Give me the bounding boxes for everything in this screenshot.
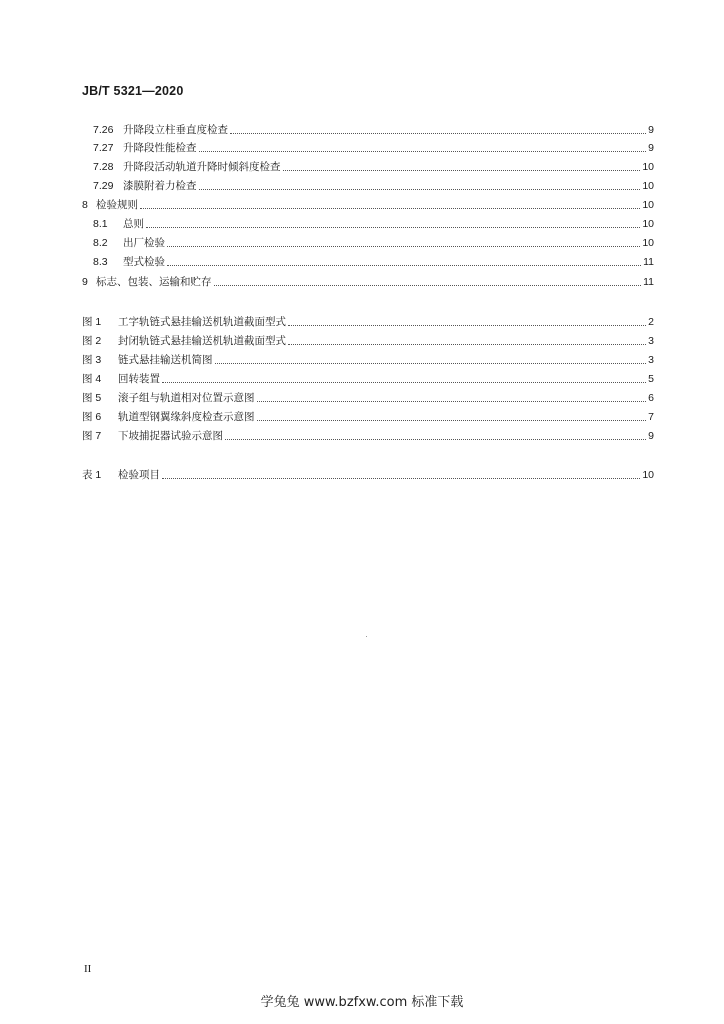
- toc-entry-title: 回转装置: [118, 373, 160, 385]
- toc-entry-page: 5: [648, 373, 654, 385]
- toc-entry-number: 图 6: [82, 411, 102, 423]
- toc-entry-number: 8: [82, 199, 88, 211]
- toc-entry-title: 封闭轨链式悬挂输送机轨道截面型式: [118, 335, 286, 347]
- toc-entry[interactable]: [93, 215, 654, 231]
- toc-entry[interactable]: [82, 466, 654, 482]
- toc-entry[interactable]: [93, 177, 654, 193]
- toc-entry-number: 图 1: [82, 316, 102, 328]
- toc-dot-leader: [225, 439, 646, 440]
- toc-entry-page: 10: [642, 161, 654, 173]
- toc-entry-number: 7.28: [93, 161, 114, 173]
- toc-dot-leader: [199, 189, 641, 190]
- toc-entry[interactable]: [82, 313, 654, 329]
- toc-entry[interactable]: [93, 139, 654, 155]
- toc-entry-page: 10: [642, 218, 654, 230]
- toc-entry[interactable]: [82, 196, 654, 212]
- toc-entry-page: 9: [648, 142, 654, 154]
- toc-entry-page: 9: [648, 124, 654, 136]
- toc-entry-number: 8.3: [93, 256, 108, 268]
- toc-entry[interactable]: [93, 253, 654, 269]
- toc-entry-title: 下坡捕捉器试验示意图: [118, 430, 223, 442]
- toc-dot-leader: [215, 363, 647, 364]
- toc-entry[interactable]: [82, 370, 654, 386]
- toc-entry-page: 10: [642, 469, 654, 481]
- toc-entry-page: 10: [642, 237, 654, 249]
- toc-entry[interactable]: [82, 332, 654, 348]
- toc-entry-title: 升降段活动轨道升降时倾斜度检查: [123, 161, 281, 173]
- toc-entry-number: 8.2: [93, 237, 108, 249]
- watermark-text: 学兔兔 www.bzfxw.com 标准下载: [260, 995, 464, 1010]
- toc-entry-page: 3: [648, 354, 654, 366]
- toc-dot-leader: [199, 151, 647, 152]
- toc-entry-number: 表 1: [82, 469, 102, 481]
- toc-dot-leader: [167, 246, 640, 247]
- toc-entry-number: 7.29: [93, 180, 114, 192]
- toc-dot-leader: [288, 325, 646, 326]
- toc-entry-title: 出厂检验: [123, 237, 165, 249]
- toc-entry[interactable]: [82, 351, 654, 367]
- toc-dot-leader: [288, 344, 646, 345]
- toc-entry-number: 图 5: [82, 392, 102, 404]
- toc-entry-number: 图 2: [82, 335, 102, 347]
- toc-entry-title: 链式悬挂输送机简图: [118, 354, 213, 366]
- toc-dot-leader: [283, 170, 641, 171]
- toc-entry-page: 11: [643, 276, 654, 288]
- toc-entry-title: 检验项目: [118, 469, 160, 481]
- toc-dot-leader: [214, 285, 642, 286]
- toc-dot-leader: [162, 382, 646, 383]
- toc-entry-page: 10: [642, 199, 654, 211]
- toc-entry[interactable]: [93, 234, 654, 250]
- toc-dot-leader: [257, 420, 647, 421]
- toc-entry-page: 9: [648, 430, 654, 442]
- toc-entry-title: 升降段性能检查: [123, 142, 197, 154]
- toc-dot-leader: [257, 401, 647, 402]
- toc-entry-title: 漆膜附着力检查: [123, 180, 197, 192]
- toc-entry[interactable]: [82, 427, 654, 443]
- toc-dot-leader: [146, 227, 640, 228]
- toc-entry-title: 升降段立柱垂直度检查: [123, 124, 228, 136]
- toc-entry-title: 滚子组与轨道相对位置示意图: [118, 392, 255, 404]
- toc-entry[interactable]: [93, 158, 654, 174]
- toc-dot-leader: [230, 133, 646, 134]
- toc-entry[interactable]: [82, 408, 654, 424]
- document-id-header: JB/T 5321—2020: [82, 84, 184, 98]
- stray-mark: [366, 636, 367, 637]
- toc-entry-page: 7: [648, 411, 654, 423]
- toc-entry-page: 11: [643, 256, 654, 268]
- toc-entry-number: 图 7: [82, 430, 102, 442]
- toc-entry-page: 2: [648, 316, 654, 328]
- toc-entry-page: 10: [642, 180, 654, 192]
- toc-entry-number: 9: [82, 276, 88, 288]
- toc-entry-title: 工字轨链式悬挂输送机轨道截面型式: [118, 316, 286, 328]
- page-number: II: [84, 963, 92, 975]
- toc-entry-number: 图 4: [82, 373, 102, 385]
- toc-entry[interactable]: [82, 273, 654, 289]
- toc-entry-number: 图 3: [82, 354, 102, 366]
- toc-dot-leader: [167, 265, 641, 266]
- toc-entry-title: 标志、包装、运输和贮存: [96, 276, 212, 288]
- toc-entry[interactable]: [93, 121, 654, 137]
- toc-entry[interactable]: [82, 389, 654, 405]
- toc-dot-leader: [162, 478, 640, 479]
- toc-entry-number: 7.26: [93, 124, 114, 136]
- toc-entry-page: 6: [648, 392, 654, 404]
- toc-entry-title: 型式检验: [123, 256, 165, 268]
- toc-entry-title: 总则: [123, 218, 144, 230]
- toc-entry-title: 检验规则: [96, 199, 138, 211]
- toc-entry-title: 轨道型钢翼缘斜度检查示意图: [118, 411, 255, 423]
- toc-entry-number: 8.1: [93, 218, 108, 230]
- toc-entry-page: 3: [648, 335, 654, 347]
- toc-entry-number: 7.27: [93, 142, 114, 154]
- toc-dot-leader: [140, 208, 640, 209]
